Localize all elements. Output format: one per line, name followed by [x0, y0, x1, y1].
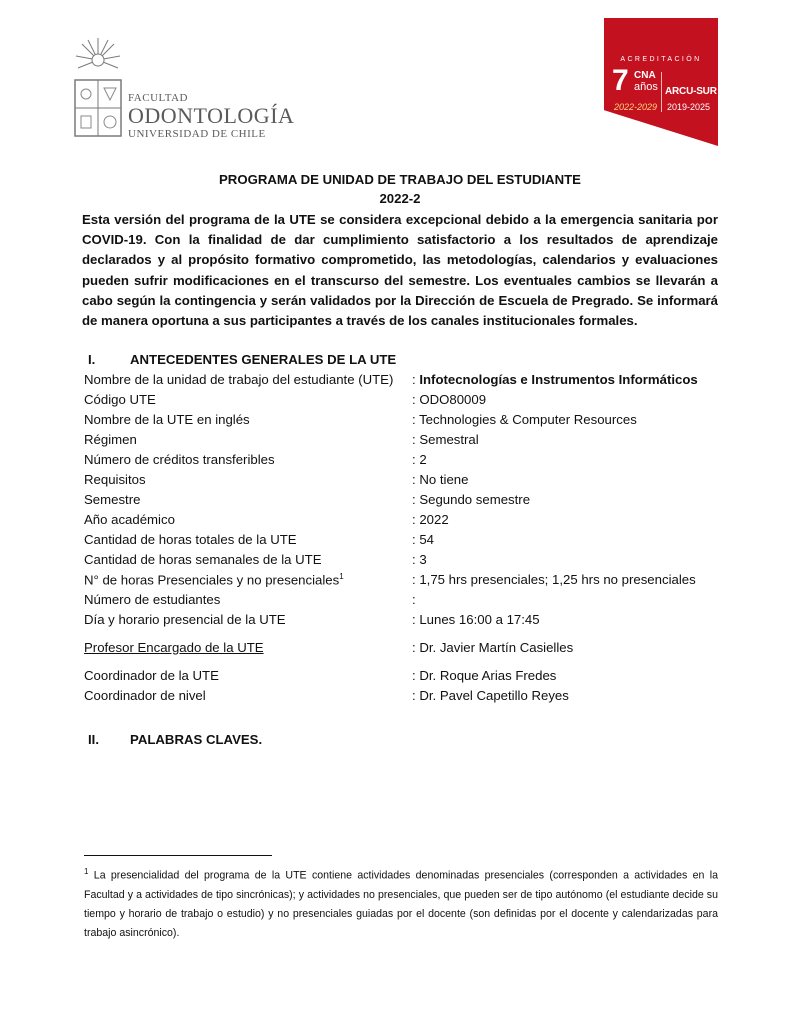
info-row-english-name [0, 412, 800, 432]
info-label: Año académico [84, 512, 175, 527]
info-value-text: Lunes 16:00 a 17:45 [419, 612, 540, 627]
section-2-number: II. [88, 732, 99, 747]
info-label: Cantidad de horas semanales de la UTE [84, 552, 322, 567]
info-label: Coordinador de la UTE [84, 668, 219, 683]
info-row-name [0, 372, 800, 392]
info-value-text: 3 [419, 552, 427, 567]
info-row-coordinator [0, 668, 800, 688]
info-value: : 54 [412, 532, 434, 547]
info-value-text: No tiene [419, 472, 469, 487]
info-value: : Lunes 16:00 a 17:45 [412, 612, 540, 627]
footnote-text: La presencialidad del programa de la UTE contiene actividades denominadas presenciales (corresponden a actividades en la Facultad y a actividades de tipo sincrónicas); y actividades no presenciales, que pueden ser de tipo autónomo (el estudiante decide su tiempo y horario de trabajo o estudio) y no presenciales guiadas por el docente (son definidas por el docente y calendarizadas para trabajo asincrónico). [84, 869, 718, 939]
info-row-professor [0, 640, 800, 660]
footnote-divider [84, 855, 272, 856]
info-label: Número de estudiantes [84, 592, 221, 607]
badge-years-number: 7 [612, 64, 629, 97]
info-row-credits [0, 452, 800, 472]
info-label [84, 572, 344, 587]
info-value-text: Technologies & Computer Resources [419, 412, 637, 427]
badge-arcu-period: 2019-2025 [667, 102, 711, 112]
info-value: : 2022 [412, 512, 449, 527]
info-row-hours-split [0, 572, 800, 592]
info-row-level-coordinator [0, 688, 800, 708]
badge-divider [661, 72, 662, 112]
info-row-weekly-hours [0, 552, 800, 572]
section-1-title: ANTECEDENTES GENERALES DE LA UTE [130, 352, 397, 367]
info-row-schedule [0, 612, 800, 632]
section-2-title: PALABRAS CLAVES. [130, 732, 263, 747]
info-row-academic-year [0, 512, 800, 532]
section-1-number: I. [88, 352, 96, 367]
info-value: : Dr. Roque Arias Fredes [412, 668, 557, 683]
info-value: : No tiene [412, 472, 469, 487]
info-label: Número de créditos transferibles [84, 452, 275, 467]
intro-paragraph: Esta versión del programa de la UTE se considera excepcional debido a la emergencia sanitaria por COVID-19. Con la finalidad de dar cumplimiento satisfactorio a los resultados de aprendizaje declarados y al propósito formativo comprometido, las metodologías, calendarios y evaluaciones pueden sufrir modificaciones en el transcurso del semestre. Los eventuales cambios se llevarán a cabo según la contingencia y serán validados por la Dirección de Escuela de Pregrado. Se informará de manera oportuna a sus participantes a través de los canales institucionales formales. [82, 212, 718, 329]
accreditation-badge [604, 18, 728, 158]
info-value-text: Dr. Javier Martín Casielles [419, 640, 574, 655]
info-label: Requisitos [84, 472, 146, 487]
info-value: : Dr. Pavel Capetillo Reyes [412, 688, 569, 703]
footnote-reference[interactable]: 1 [339, 572, 344, 581]
info-row-regime [0, 432, 800, 452]
document-title: PROGRAMA DE UNIDAD DE TRABAJO DEL ESTUDIANTE [219, 172, 581, 187]
info-value-text: Infotecnologías e Instrumentos Informáticos [419, 372, 698, 387]
badge-years-word: años [634, 81, 658, 93]
badge-cna-period: 2022-2029 [614, 102, 658, 112]
badge-arcu-label: ARCU-SUR [665, 86, 717, 97]
university-seal-icon [72, 36, 124, 140]
info-row-requirements [0, 472, 800, 492]
footnote [84, 862, 718, 943]
faculty-logo-text [128, 92, 294, 140]
info-value: : [412, 592, 416, 607]
info-label: Profesor Encargado de la UTE [84, 640, 264, 655]
info-value: : 2 [412, 452, 427, 467]
info-label: Nombre de la UTE en inglés [84, 412, 250, 427]
info-label: Régimen [84, 432, 137, 447]
logo-line-odontologia: ODONTOLOGÍA [128, 103, 295, 128]
badge-title: ACREDITACIÓN [620, 56, 702, 63]
info-value-text: 2 [419, 452, 427, 467]
info-value-text: 54 [419, 532, 434, 547]
info-value-text: 1,75 hrs presenciales; 1,25 hrs no presenciales [419, 572, 696, 587]
info-value: : Infotecnologías e Instrumentos Informáticos [412, 372, 698, 387]
info-row-code [0, 392, 800, 412]
document-period: 2022-2 [379, 191, 421, 206]
info-value: : 3 [412, 552, 427, 567]
info-value-text: Dr. Roque Arias Fredes [419, 668, 557, 683]
info-value-text: 2022 [419, 512, 449, 527]
info-value: : ODO80009 [412, 392, 487, 407]
info-value: : Dr. Javier Martín Casielles [412, 640, 574, 655]
info-label: Cantidad de horas totales de la UTE [84, 532, 297, 547]
info-row-total-hours [0, 532, 800, 552]
info-value: : 1,75 hrs presenciales; 1,25 hrs no presenciales [412, 572, 696, 587]
info-label: Nombre de la unidad de trabajo del estudiante (UTE) [84, 372, 394, 387]
info-label: Semestre [84, 492, 141, 507]
info-value-text: Dr. Pavel Capetillo Reyes [419, 688, 569, 703]
footnote-mark: 1 [84, 867, 89, 876]
info-row-students [0, 592, 800, 612]
info-value: : Segundo semestre [412, 492, 531, 507]
info-value: : Semestral [412, 432, 479, 447]
info-row-semester [0, 492, 800, 512]
info-label-text: N° de horas Presenciales y no presenciales [84, 572, 340, 588]
info-value-text: Semestral [419, 432, 479, 447]
info-value: : Technologies & Computer Resources [412, 412, 637, 427]
logo-line-faculty: FACULTAD [128, 92, 188, 104]
info-label: Día y horario presencial de la UTE [84, 612, 286, 627]
info-value-text: Segundo semestre [419, 492, 531, 507]
badge-cna-label: CNA [634, 70, 656, 81]
info-label: Código UTE [84, 392, 156, 407]
info-value-text: ODO80009 [419, 392, 487, 407]
info-label: Coordinador de nivel [84, 688, 206, 703]
logo-line-university: UNIVERSIDAD DE CHILE [128, 128, 266, 140]
